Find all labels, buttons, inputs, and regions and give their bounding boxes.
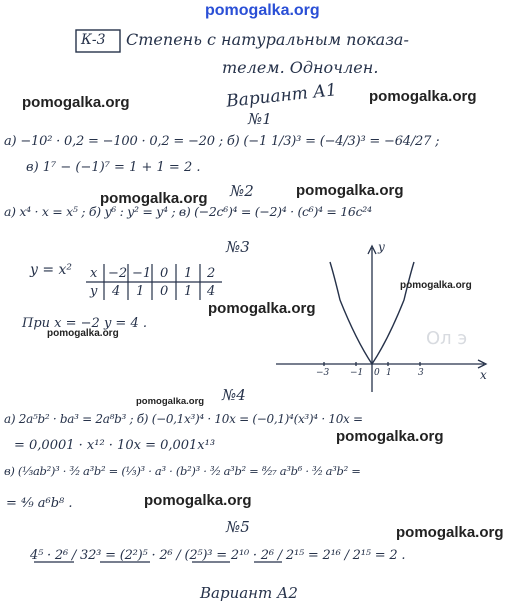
task3-answer: При x = −2 y = 4 . bbox=[22, 316, 147, 331]
task4-number: №4 bbox=[222, 386, 246, 404]
graph-axes bbox=[276, 246, 486, 392]
value-table-grid bbox=[86, 264, 222, 300]
tick-label: 1 bbox=[386, 368, 392, 378]
watermark: pomogalka.org bbox=[400, 280, 472, 291]
table-cell: −2 bbox=[108, 266, 128, 281]
watermark: pomogalka.org bbox=[100, 190, 208, 207]
table-cell: −1 bbox=[132, 266, 152, 281]
task4-line-c1: в) (⅓ab²)³ · ³⁄₂ a³b² = (⅓)³ · a³ · (b²)³ · ³⁄₂ a³b² = ⁸⁄₂₇ a³b⁶ · ³⁄₂ a³b² = bbox=[4, 464, 361, 478]
task1-line-a: а) −10² · 0,2 = −100 · 0,2 = −20 ; б) (−1 1/3)³ = (−4/3)³ = −64/27 ; bbox=[4, 134, 440, 149]
watermark: pomogalka.org bbox=[369, 88, 477, 105]
table-cell: 1 bbox=[136, 284, 145, 299]
watermark: pomogalka.org bbox=[47, 328, 119, 339]
table-cell: 4 bbox=[207, 284, 216, 299]
table-cell: 0 bbox=[160, 266, 169, 281]
table-cell: x bbox=[90, 266, 98, 281]
task4-line-c2: = ⁴⁄₉ a⁶b⁸ . bbox=[6, 496, 73, 511]
y-axis-label: y bbox=[378, 240, 385, 254]
svg-text:Ол э: Ол э bbox=[426, 328, 468, 349]
function-label: y = x² bbox=[30, 262, 73, 278]
task2-number: №2 bbox=[230, 182, 254, 200]
page-title-line2: телем. Одночлен. bbox=[222, 58, 379, 77]
task1-line-b: в) 1⁷ − (−1)⁷ = 1 + 1 = 2 . bbox=[26, 160, 201, 175]
watermark: pomogalka.org bbox=[144, 492, 252, 509]
task5-number: №5 bbox=[226, 518, 250, 536]
task2-line: а) x⁴ · x = x⁵ ; б) y⁶ : y² = y⁴ ; в) (−2c⁶)⁴ = (−2)⁴ · (c⁶)⁴ = 16c²⁴ bbox=[4, 204, 372, 219]
watermark: pomogalka.org bbox=[336, 428, 444, 445]
tick-label: −3 bbox=[316, 368, 330, 378]
task4-line-a1: а) 2a⁵b² · ba³ = 2a⁸b³ ; б) (−0,1x³)⁴ · 10x = (−0,1)⁴(x³)⁴ · 10x = bbox=[4, 412, 363, 426]
table-cell: 4 bbox=[112, 284, 121, 299]
watermark: pomogalka.org bbox=[22, 94, 130, 111]
task4-line-a2: = 0,0001 · x¹² · 10x = 0,001x¹³ bbox=[14, 438, 216, 453]
task5-line: 4⁵ · 2⁶ / 32³ = (2²)⁵ · 2⁶ / (2⁵)³ = 2¹⁰ · 2⁶ / 2¹⁵ = 2¹⁶ / 2¹⁵ = 2 . bbox=[30, 548, 406, 563]
table-cell: 0 bbox=[160, 284, 169, 299]
task3-number: №3 bbox=[226, 238, 250, 256]
variant-label: Вариант А1 bbox=[225, 80, 338, 112]
watermark: pomogalka.org bbox=[396, 524, 504, 541]
watermark: pomogalka.org bbox=[136, 396, 205, 407]
table-cell: 1 bbox=[184, 284, 193, 299]
watermark: pomogalka.org bbox=[296, 182, 404, 199]
table-cell: 2 bbox=[207, 266, 216, 281]
watermark-top[interactable]: pomogalka.org bbox=[205, 2, 320, 19]
tick-label: 3 bbox=[418, 368, 424, 378]
watermark: pomogalka.org bbox=[208, 300, 316, 317]
x-axis-label: x bbox=[480, 368, 487, 382]
task1-number: №1 bbox=[248, 110, 272, 128]
page-title-line1: Степень с натуральным показа- bbox=[126, 30, 409, 49]
variant2-label: Вариант А2 bbox=[200, 584, 298, 602]
badge-label: К-3 bbox=[81, 32, 106, 48]
tick-label: −1 bbox=[350, 368, 364, 378]
table-cell: 1 bbox=[184, 266, 193, 281]
table-cell: y bbox=[90, 284, 98, 299]
tick-label: 0 bbox=[374, 368, 380, 378]
